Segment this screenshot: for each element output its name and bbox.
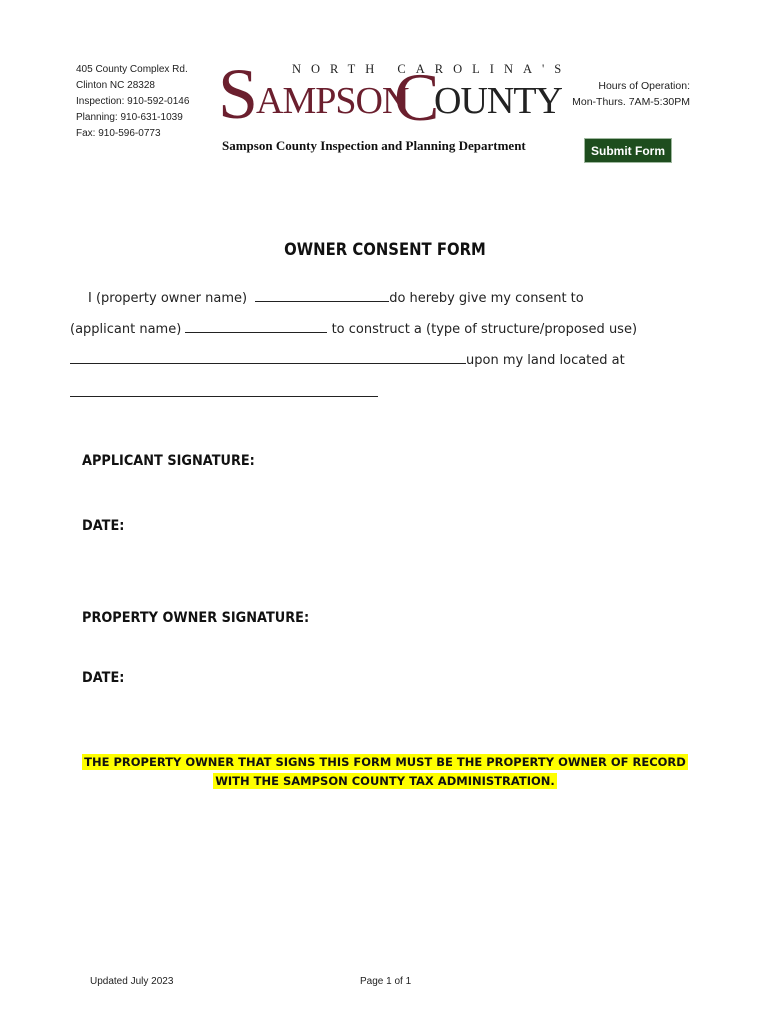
- structure-line: [70, 351, 625, 368]
- applicant-signature-label: APPLICANT SIGNATURE:: [82, 453, 255, 469]
- notice-line-2: WITH THE SAMPSON COUNTY TAX ADMINISTRATION.: [215, 774, 555, 788]
- planning-phone: Planning: 910-631-1039: [76, 112, 183, 123]
- owner-of-record-notice: [0, 753, 770, 791]
- fax-number: Fax: 910-596-0773: [76, 128, 161, 139]
- address-line: 405 County Complex Rd.: [76, 64, 188, 75]
- logo-big-s: S: [218, 54, 259, 134]
- owner-consent-line: [88, 289, 584, 306]
- date-label-1: DATE:: [82, 518, 125, 534]
- inspection-phone: Inspection: 910-592-0146: [76, 96, 190, 107]
- owner-name-label: I (property owner name): [88, 291, 248, 306]
- logo-big-c: C: [394, 59, 440, 135]
- applicant-line: [70, 320, 637, 337]
- applicant-name-label: (applicant name): [70, 322, 182, 337]
- page-number: Page 1 of 1: [360, 976, 412, 987]
- land-location-field[interactable]: [70, 396, 378, 397]
- land-text: upon my land located at: [466, 353, 625, 368]
- department-name: Sampson County Inspection and Planning Department: [222, 138, 526, 153]
- construct-text: to construct a (type of structure/proposed use): [331, 322, 638, 337]
- sampson-county-logo: [216, 54, 572, 135]
- consent-text: do hereby give my consent to: [389, 291, 584, 306]
- logo-top-text: NORTH CAROLINA'S: [292, 62, 572, 76]
- notice-line-1: THE PROPERTY OWNER THAT SIGNS THIS FORM MUST BE THE PROPERTY OWNER OF RECORD: [84, 755, 686, 769]
- logo-graphic: [216, 54, 572, 135]
- logo-ounty: OUNTY: [434, 80, 562, 122]
- structure-type-field[interactable]: [70, 351, 466, 364]
- hours-value: Mon-Thurs. 7AM-5:30PM: [572, 96, 690, 108]
- owner-name-field[interactable]: [255, 289, 389, 302]
- date-label-2: DATE:: [82, 670, 125, 686]
- city-line: Clinton NC 28328: [76, 80, 155, 91]
- submit-form-button[interactable]: Submit Form: [584, 138, 672, 163]
- owner-signature-label: PROPERTY OWNER SIGNATURE:: [82, 610, 310, 626]
- hours-label: Hours of Operation:: [598, 80, 690, 92]
- contact-info: [76, 62, 189, 142]
- applicant-name-field[interactable]: [185, 320, 327, 333]
- hours-of-operation: [560, 78, 690, 110]
- logo-ampson: AMPSON: [256, 80, 409, 122]
- form-title: OWNER CONSENT FORM: [284, 240, 486, 259]
- updated-date: Updated July 2023: [90, 976, 174, 987]
